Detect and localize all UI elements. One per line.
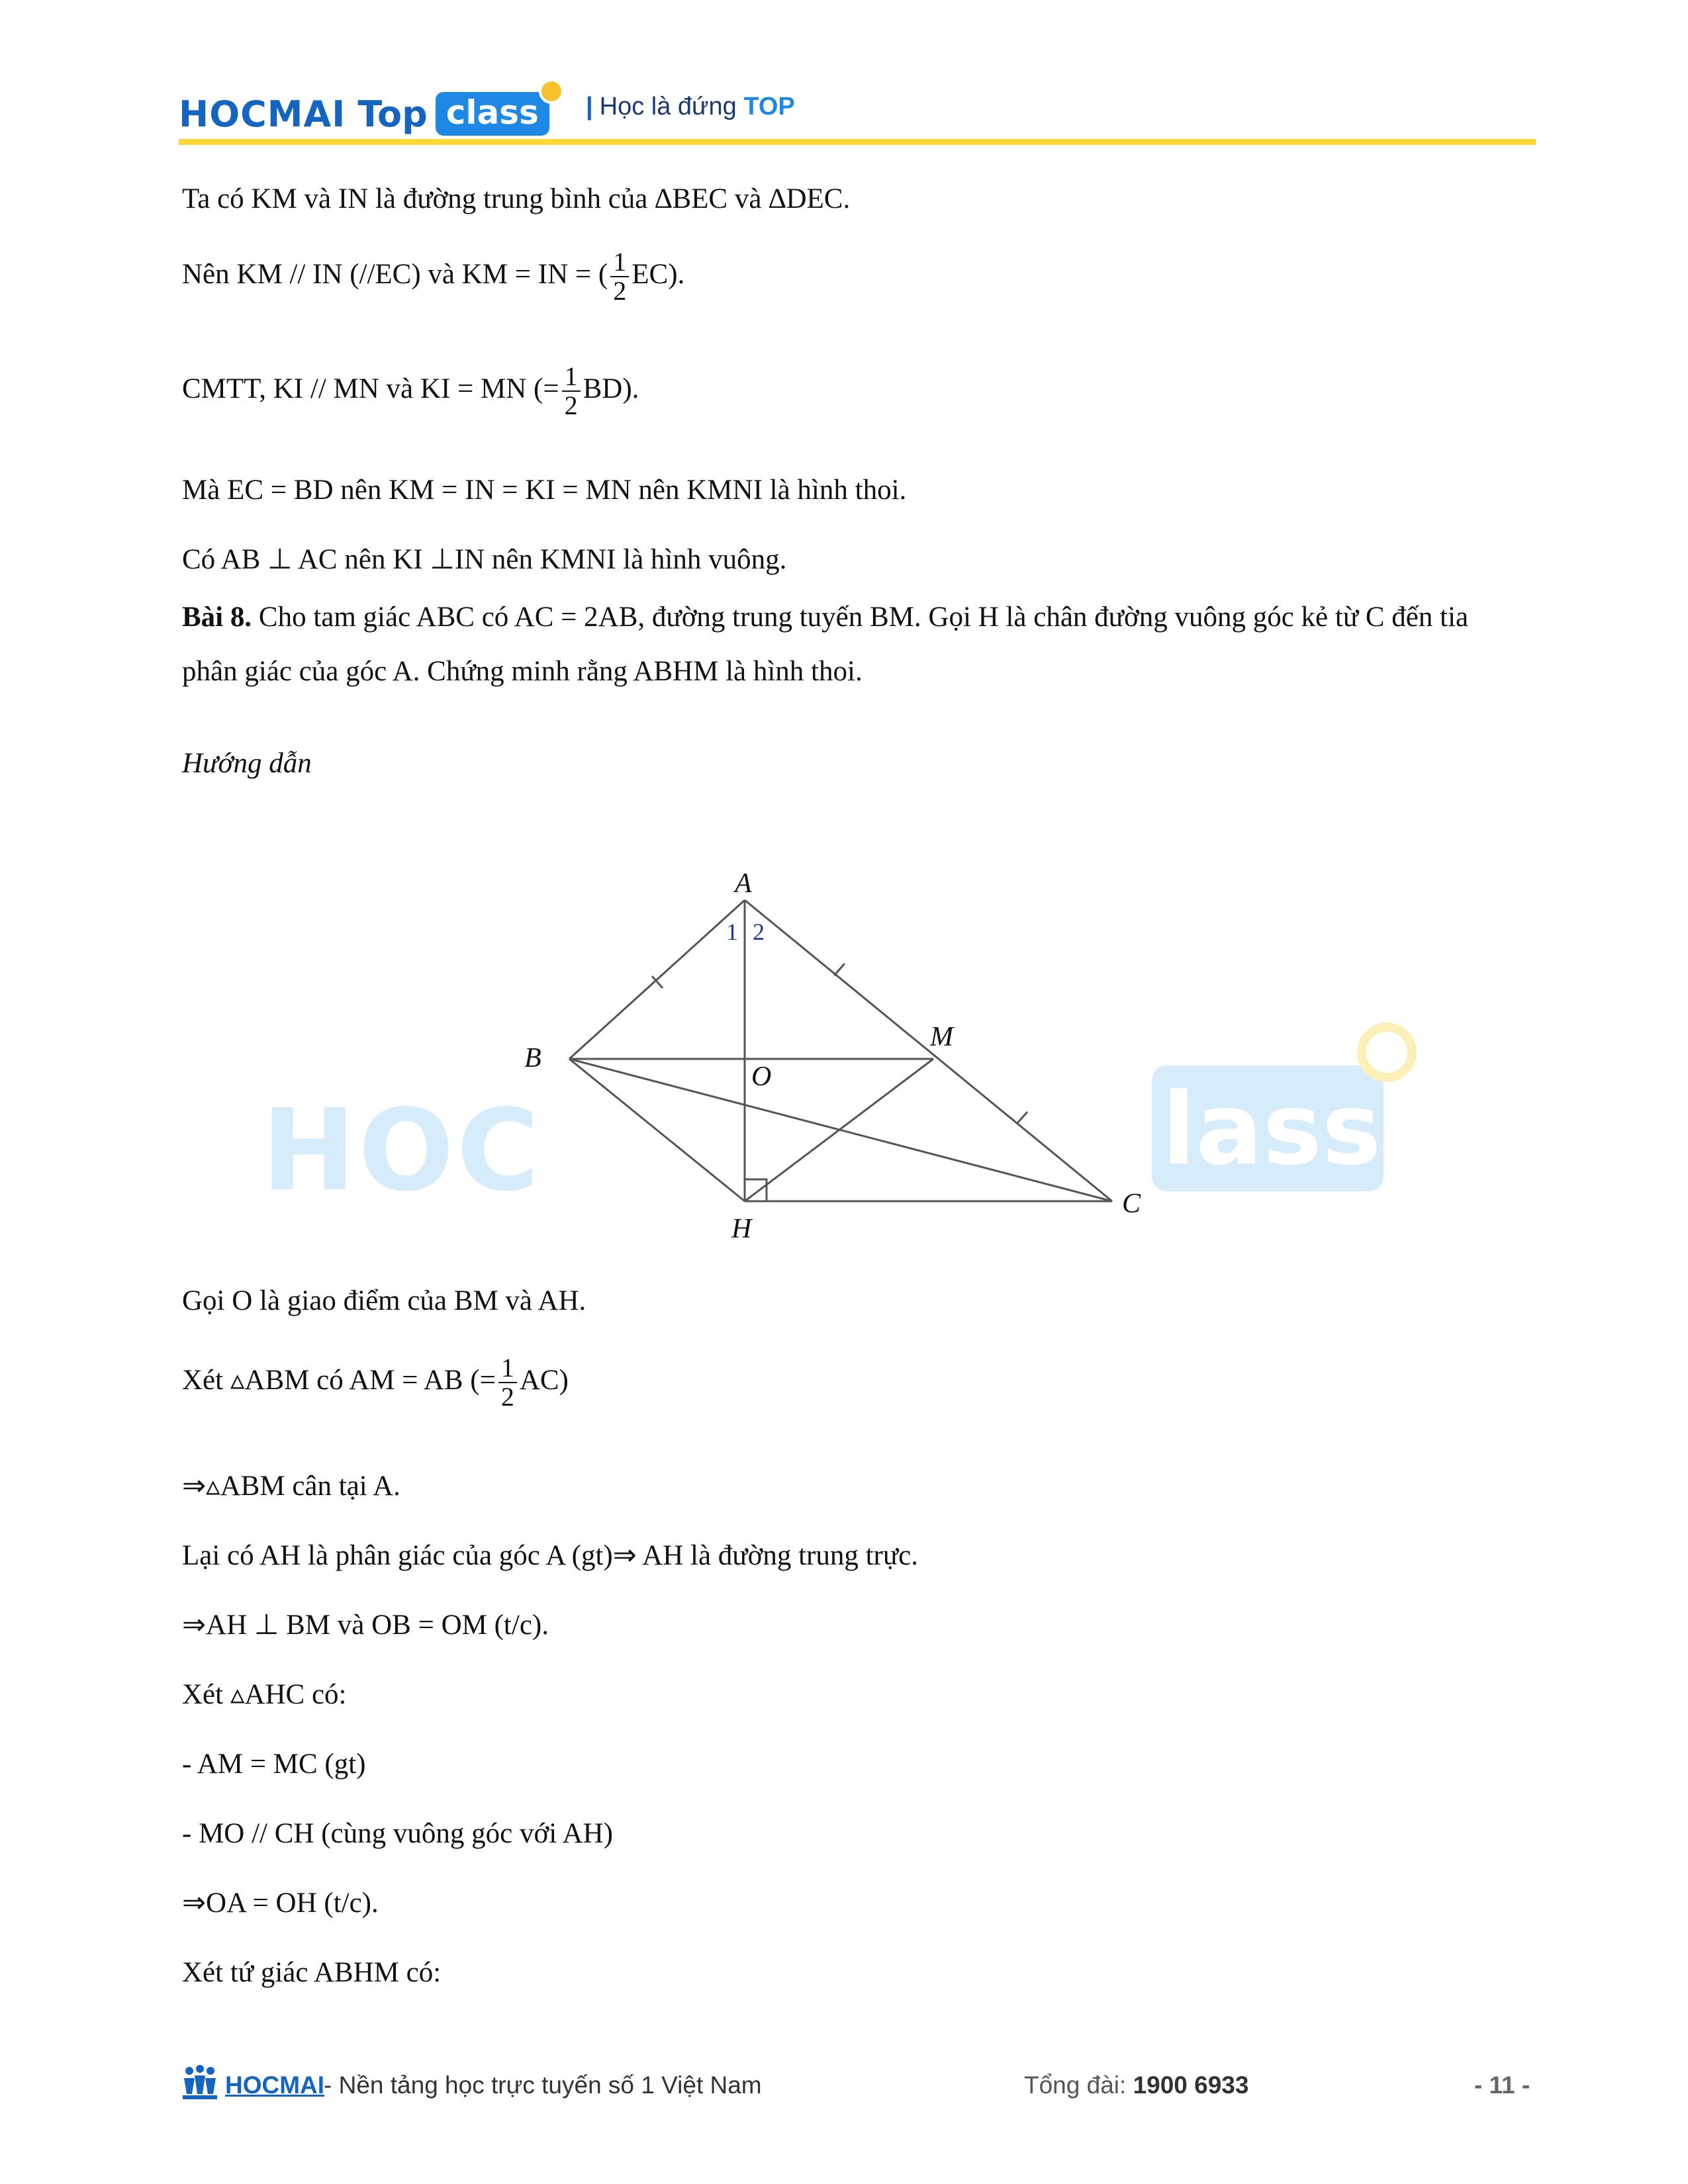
logo-hocmai-text: HOCMAI [179, 93, 346, 135]
text-line: ⇒AH ⊥ BM và OB = OM (t/c). [182, 1610, 549, 1641]
tick-mark-MC [1017, 1112, 1027, 1124]
hotline-number: 1900 6933 [1133, 2071, 1249, 2099]
header-divider [179, 139, 1536, 145]
label-C: C [1122, 1189, 1141, 1219]
text-line: ⇒▵ABM cân tại A. [182, 1471, 400, 1502]
segment-BC [569, 1059, 1112, 1201]
guide-heading: Hướng dẫn [182, 748, 312, 779]
hotline-label: Tổng đài: [1024, 2071, 1133, 2099]
label-M: M [930, 1022, 953, 1052]
fraction-denominator: 2 [564, 390, 578, 420]
sun-icon [539, 79, 564, 104]
text-line: Xét ▵AHC có: [182, 1679, 347, 1710]
fraction [498, 1354, 517, 1411]
page-header [179, 69, 1536, 149]
label-angle-1: 1 [726, 919, 738, 945]
logo-class-badge [436, 92, 549, 136]
fraction-numerator: 1 [610, 248, 629, 277]
geometry-figure [252, 854, 1443, 1264]
text-line: - MO // CH (cùng vuông góc với AH) [182, 1818, 613, 1849]
text-segment: EC). [632, 258, 685, 290]
exercise-label: Bài 8. [182, 602, 252, 633]
label-H: H [731, 1214, 752, 1244]
fraction-numerator: 1 [562, 363, 581, 392]
label-angle-2: 2 [753, 919, 765, 945]
text-line: - AM = MC (gt) [182, 1749, 366, 1780]
label-B: B [524, 1043, 541, 1073]
label-A: A [735, 868, 752, 899]
text-line: Mà EC = BD nên KM = IN = KI = MN nên KMNI là hình thoi. [182, 475, 907, 506]
page-footer [180, 2065, 1537, 2105]
footer-brand-link[interactable]: HOCMAI [225, 2071, 325, 2099]
slogan-prefix: Học là đứng [599, 93, 737, 120]
logo-top-text: Top [357, 93, 428, 135]
watermark-left: HOC [261, 1085, 542, 1216]
triangle-diagram [252, 854, 1443, 1264]
fraction-denominator: 2 [613, 276, 627, 306]
footer-hotline [1024, 2071, 1248, 2099]
exercise-8 [182, 590, 1526, 699]
fraction [610, 248, 629, 305]
text-segment: Nên KM // IN (//EC) và KM = IN = ( [182, 258, 608, 290]
slogan-top: TOP [743, 93, 795, 120]
segment-AC [745, 900, 1112, 1201]
label-O: O [751, 1062, 772, 1092]
text-line-fraction [182, 363, 639, 420]
text-line: ⇒OA = OH (t/c). [182, 1888, 379, 1919]
header-slogan [586, 93, 795, 121]
fraction [562, 363, 581, 420]
tick-mark-AM [834, 964, 845, 976]
text-segment: CMTT, KI // MN và KI = MN (= [182, 373, 559, 404]
segment-HM [745, 1059, 933, 1201]
text-segment: AC) [519, 1364, 569, 1396]
slogan-divider: | [586, 93, 593, 120]
watermark-right: lass [1162, 1072, 1382, 1187]
text-line: Ta có KM và IN là đường trung bình của ∆BEC và ∆DEC. [182, 183, 851, 214]
segment-BH [569, 1059, 745, 1201]
text-line: Xét tứ giác ABHM có: [182, 1957, 442, 1988]
text-line-fraction [182, 248, 684, 305]
logo-class-text: class [445, 93, 539, 132]
segment-AB [569, 900, 745, 1059]
hocmai-topclass-logo [179, 84, 549, 144]
fraction-denominator: 2 [500, 1382, 514, 1412]
text-segment: Xét ▵ABM có AM = AB (= [182, 1364, 496, 1396]
fraction-numerator: 1 [498, 1354, 517, 1383]
text-segment: BD). [583, 373, 639, 404]
text-line: Gọi O là giao điểm của BM và AH. [182, 1285, 586, 1316]
exercise-text: Cho tam giác ABC có AC = 2AB, đường trung tuyến BM. Gọi H là chân đường vuông góc kẻ từ C đến tia phân giác của góc A. Chứng minh rằng ABHM là hình thoi. [182, 602, 1469, 687]
text-line: Lại có AH là phân giác của góc A (gt)⇒ AH là đường trung trực. [182, 1540, 919, 1571]
page-number: - 11 - [1474, 2071, 1530, 2099]
text-line: Có AB ⊥ AC nên KI ⊥IN nên KMNI là hình vuông. [182, 544, 787, 575]
footer-tagline: - Nền tảng học trực tuyến số 1 Việt Nam [324, 2071, 762, 2099]
hocmai-people-icon [180, 2065, 220, 2101]
text-line-fraction [182, 1354, 569, 1411]
